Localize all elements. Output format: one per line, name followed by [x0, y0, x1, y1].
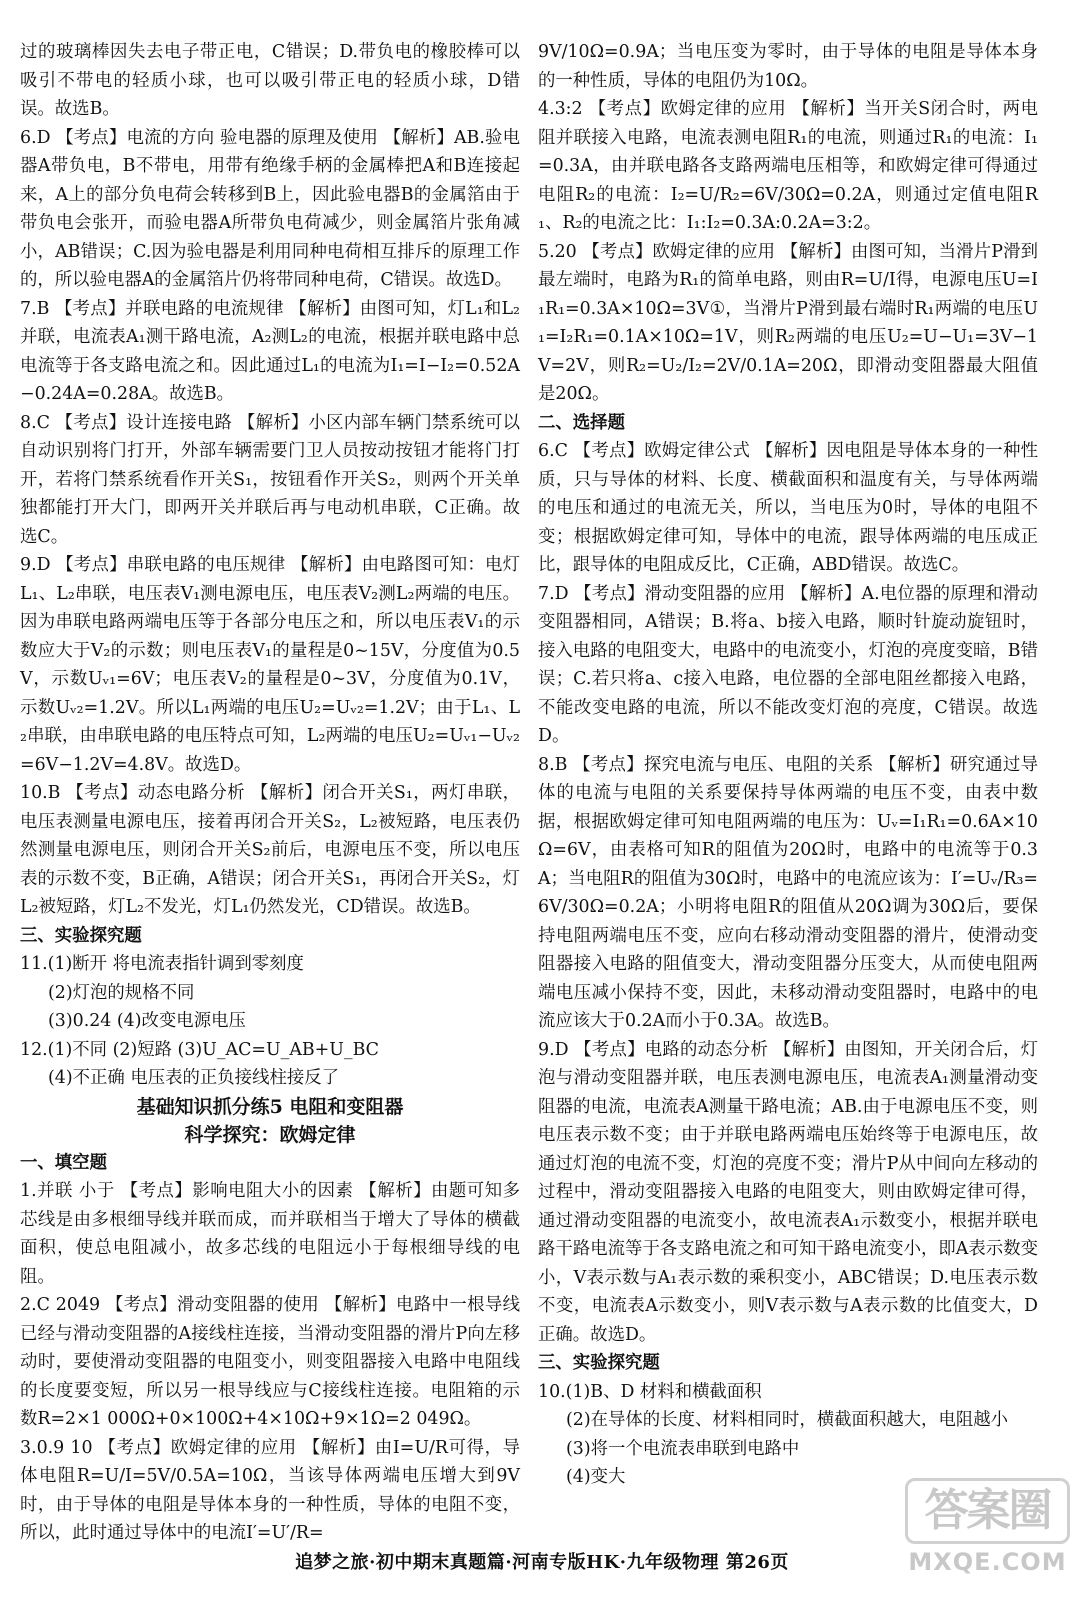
choice-answer-7: 7.D 【考点】滑动变阻器的应用 【解析】A.电位器的原理和滑动变阻器相同，A错误；B.将a、b接入电路，顺时针旋动旋钮时，接入电路的电阻变大，电路中的电流变小，灯泡的亮度变暗，B错误；C.若只将a、c接入电路，电位器的全部电阻丝都接入电路，不能改变电路的电流，所以不能改变灯泡的亮度，C错误。故选D。	[538, 583, 1038, 746]
unit-title: 基础知识抓分练5 电阻和变阻器	[136, 1095, 404, 1118]
fill-answer-1: 1.并联 小于 【考点】影响电阻大小的因素 【解析】由题可知多芯线是由多根细导线并联而成，而并联相当于增大了导体的横截面积，使总电阻减小，故多芯线的电阻远小于每根细导线的电阻。	[20, 1181, 520, 1287]
section-heading-experiment-2: 三、实验探究题	[538, 1353, 660, 1373]
fill-answer-2: 2.C 2049 【考点】滑动变阻器的使用 【解析】电路中一根导线已经与滑动变阻器的A接线柱连接，当滑动变阻器的滑片P向左移动时，要使滑动变阻器的电阻变小，则变阻器接入电路中电阻线的长度要变短，所以另一根导线应与C接线柱连接。电阻箱的示数R=2×1 000Ω+0×100Ω+4×10Ω+9×1Ω=2 049Ω。	[20, 1295, 520, 1429]
answer-8: 8.C 【考点】设计连接电路 【解析】小区内部车辆门禁系统可以自动识别将门打开，外部车辆需要门卫人员按动按钮才能将门打开，若将门禁系统看作开关S₁，按钮看作开关S₂，则两个开关单独都能打开大门，即两开关并联后再与电动机串联，C正确。故选C。	[20, 412, 520, 547]
experiment-answer-10-part4: (4)变大	[566, 1467, 626, 1487]
answer-12-part2: (4)不正确 电压表的正负接线柱接反了	[48, 1068, 340, 1088]
section-heading-experiment: 三、实验探究题	[20, 925, 142, 946]
answer-11-part1: 11.(1)断开 将电流表指针调到零刻度	[20, 954, 304, 974]
answer-9: 9.D 【考点】串联电路的电压规律 【解析】由电路图可知：电灯L₁、L₂串联，电压表V₁测电源电压，电压表V₂测L₂两端的电压。因为串联电路两端电压等于各部分电压之和，所以电压表V₁的示数应大于V₂的示数；则电压表V₁的量程是0~15V，分度值为0.5V，示数Uᵥ₁=6V；电压表V₂的量程是0~3V，分度值为0.1V，示数Uᵥ₂=1.2V。所以L₁两端的电压U₂=Uᵥ₂=1.2V；由于L₁、L₂串联，由串联电路的电压特点可知，L₂两端的电压U₂=Uᵥ₁−Uᵥ₂=6V−1.2V=4.8V。故选D。	[20, 555, 520, 775]
answer-11-part2: (2)灯泡的规格不同	[48, 982, 195, 1003]
watermark-logo	[905, 1478, 1070, 1588]
page-footer: 追梦之旅·初中期末真题篇·河南专版HK·九年级物理 第26页	[295, 1552, 789, 1573]
fill-answer-3: 3.0.9 10 【考点】欧姆定律的应用 【解析】由I=U/R可得，导体电阻R=U/I=5V/0.5A=10Ω，当该导体两端电压增大到9V时，由于导体的电阻是导体本身的一种性质，导体的电阻不变，所以，此时通过导体中的电流I′=U′/R=	[20, 1437, 520, 1543]
choice-answer-6: 6.C 【考点】欧姆定律公式 【解析】因电阻是导体本身的一种性质，只与导体的材料、长度、横截面积和温度有关，与导体两端的电压和通过的电流无关，所以，当电压为0时，导体的电阻不变；根据欧姆定律可知，导体中的电流，跟导体两端的电压成正比，跟导体的电阻成反比，C正确，ABD错误。故选C。	[538, 441, 1038, 575]
section-heading-choice: 二、选择题	[538, 412, 625, 433]
experiment-answer-10-part1: 10.(1)B、D 材料和横截面积	[538, 1381, 762, 1402]
fill-answer-3-continued: 9V/10Ω=0.9A；当电压变为零时，由于导体的电阻是导体本身的一种性质，导体的电阻仍为10Ω。	[538, 42, 1038, 91]
answer-12-part1: 12.(1)不同 (2)短路 (3)U_AC=U_AB+U_BC	[20, 1039, 379, 1060]
answer-7: 7.B 【考点】并联电路的电流规律 【解析】由图可知，灯L₁和L₂并联，电流表A₁测干路电流，A₂测L₂的电流，根据并联电路中总电流等于各支路电流之和。因此通过L₁的电流为I₁=I−I₂=0.52A−0.24A=0.28A。故选B。	[20, 298, 520, 404]
experiment-answer-10-part3: (3)将一个电流表串联到电路中	[566, 1438, 800, 1459]
fill-answer-4: 4.3:2 【考点】欧姆定律的应用 【解析】当开关S闭合时，两电阻并联接入电路，电流表测电阻R₁的电流，则通过R₁的电流：I₁=0.3A，由并联电路各支路两端电压相等，和欧姆定律可得通过电阻R₂的电流：I₂=U/R₂=6V/30Ω=0.2A，则通过定值电阻R₁、R₂的电流之比：I₁:I₂=0.3A:0.2A=3:2。	[538, 99, 1038, 233]
choice-answer-9: 9.D 【考点】电路的动态分析 【解析】由图知，开关闭合后，灯泡与滑动变阻器并联，电压表测电源电压，电流表A₁测量滑动变阻器的电流，电流表A测量干路电流；AB.由于电源电压不变，则电压表示数不变；由于并联电路两端电压始终等于电源电压，故通过灯泡的电流不变，灯泡的亮度不变；滑片P从中间向左移动的过程中，滑动变阻器接入电路的电阻变大，则由欧姆定律可得，通过滑动变阻器的电流变小，故电流表A₁示数变小，根据并联电路干路电流等于各支路电流之和可知干路电流变小，即A表示数变小，V表示数与A₁表示数的乘积变小，ABC错误；D.电压表示数不变，电流表A示数变小，则V表示数与A表示数的比值变大，D正确。故选D。	[538, 1039, 1038, 1345]
watermark-url: MXQE.COM	[908, 1548, 1067, 1576]
left-column	[20, 38, 520, 1548]
fill-answer-5: 5.20 【考点】欧姆定律的应用 【解析】由图可知，当滑片P滑到最左端时，电路为R₁的简单电路，则由R=U/I得，电源电压U=I₁R₁=0.3A×10Ω=3V①，当滑片P滑到最右端时R₁两端的电压U₁=I₂R₁=0.1A×10Ω=1V，则R₂两端的电压U₂=U−U₁=3V−1V=2V，则R₂=U₂/I₂=2V/0.1A=20Ω，即滑动变阻器最大阻值是20Ω。	[538, 241, 1038, 404]
choice-answer-8: 8.B 【考点】探究电流与电压、电阻的关系 【解析】研究通过导体的电流与电阻的关系要保持导体两端的电压不变，由表中数据，根据欧姆定律可知电阻两端的电压为：Uᵥ=I₁R₁=0.6A×10Ω=6V，由表格可知R的阻值为20Ω时，电路中的电流等于0.3A；当电阻R的阻值为30Ω时，电路中的电流应该为：I′=Uᵥ/R₃=6V/30Ω=0.2A；小明将电阻R的阻值从20Ω调为30Ω后，要保持电阻两端电压不变，应向右移动滑动变阻器的滑片，使滑动变阻器接入电路的阻值变大，滑动变阻器分压变大，从而使电阻两端电压减小保持不变，因此，未移动滑动变阻器时，电路中的电流应该大于0.2A而小于0.3A。故选B。	[538, 754, 1038, 1031]
right-column	[538, 38, 1038, 1492]
experiment-answer-10-part2: (2)在导体的长度、材料相同时，横截面积越大，电阻越小	[566, 1410, 1009, 1430]
section-heading-fill: 一、填空题	[20, 1152, 107, 1173]
answer-6: 6.D 【考点】电流的方向 验电器的原理及使用 【解析】AB.验电器A带负电，B不带电，用带有绝缘手柄的金属棒把A和B连接起来，A上的部分负电荷会转移到B上，因此验电器B的金属箔由于带负电会张开，而验电器A所带负电荷减少，则金属箔片张角减小，AB错误；C.因为验电器是利用同种电荷相互排斥的原理工作的，所以验电器A的金属箔片仍将带同种电荷，C错误。故选D。	[20, 127, 520, 290]
watermark-logo-text: 答案圈	[905, 1478, 1070, 1544]
unit-subtitle: 科学探究：欧姆定律	[184, 1123, 356, 1146]
intro-paragraph: 过的玻璃棒因失去电子带正电，C错误；D.带负电的橡胶棒可以吸引不带电的轻质小球，也可以吸引带正电的轻质小球，D错误。故选B。	[20, 42, 520, 119]
answer-11-part3: (3)0.24 (4)改变电源电压	[48, 1011, 246, 1031]
answer-10: 10.B 【考点】动态电路分析 【解析】闭合开关S₁，两灯串联，电压表测量电源电压，接着再闭合开关S₂，L₂被短路，电压表仍然测量电源电压，则闭合开关S₂前后，电源电压不变，所以电压表的示数不变，B正确，A错误；闭合开关S₁，再闭合开关S₂，灯L₂被短路，灯L₂不发光，灯L₁仍然发光，CD错误。故选B。	[20, 783, 520, 917]
